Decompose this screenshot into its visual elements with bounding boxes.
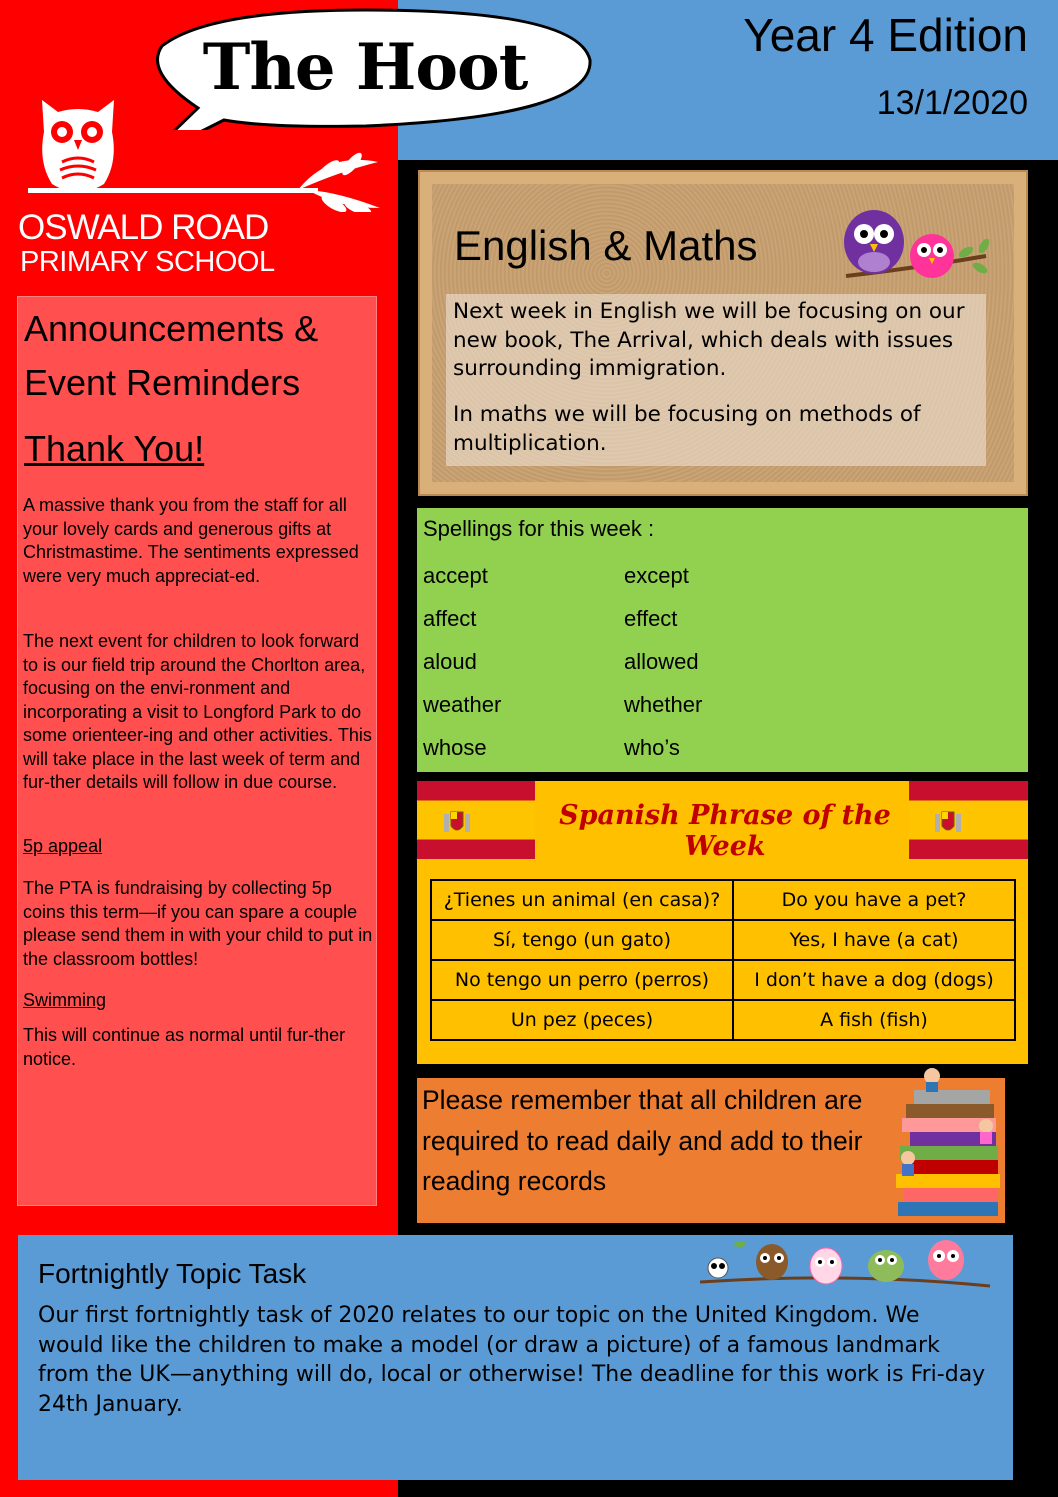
spellings-title: Spellings for this week : <box>423 516 655 541</box>
topic-task-text: Our first fortnightly task of 2020 relates to our topic on the United Kingdom. We would like the children to make a model (or draw a picture) of a famous landmark from the UK—anything will do, local or otherwise! The deadline for this work is Fri-day 24th January. <box>38 1303 986 1417</box>
english-translation: Yes, I have (a cat) <box>733 920 1015 960</box>
english-maths-title: English & Maths <box>454 222 758 269</box>
spelling-word: who’s <box>624 735 680 760</box>
appeal-text: The PTA is fundraising by collecting 5p coins this term—if you can spare a couple please send them in with your child to put in the classroom bottles! <box>23 878 373 969</box>
school-owl-logo-icon <box>28 92 388 212</box>
spanish-flag-left <box>417 781 535 859</box>
school-name-subtitle: PRIMARY SCHOOL <box>20 246 275 278</box>
table-row <box>431 960 1015 1000</box>
announcements-heading: Announcements & Event Reminders <box>24 308 319 403</box>
english-translation: I don’t have a dog (dogs) <box>733 960 1015 1000</box>
book-stack-icon <box>888 1062 1012 1222</box>
coat-of-arms-icon <box>933 808 963 836</box>
appeal-heading: 5p appeal <box>23 836 103 856</box>
spelling-word: accept <box>423 563 488 588</box>
spelling-word: whose <box>423 735 487 760</box>
table-row <box>431 1000 1015 1040</box>
spanish-phrase: No tengo un perro (perros) <box>431 960 733 1000</box>
issue-date: 13/1/2020 <box>876 84 1028 122</box>
spelling-word: affect <box>423 606 477 631</box>
spanish-phrase: ¿Tienes un animal (en casa)? <box>431 880 733 920</box>
spelling-word: allowed <box>624 649 699 674</box>
swimming-text: This will continue as normal until fur-ther notice. <box>23 1025 346 1069</box>
spanish-phrase: Un pez (peces) <box>431 1000 733 1040</box>
thank-you-heading: Thank You! <box>24 428 205 469</box>
spanish-flag-right <box>909 781 1028 859</box>
spanish-title: Spanish Phrase of the Week <box>559 800 891 862</box>
spelling-word: weather <box>423 692 502 717</box>
spelling-word: except <box>624 563 689 588</box>
spelling-word: effect <box>624 606 678 631</box>
owl-row-icon <box>700 1236 1000 1296</box>
spanish-phrase-table <box>430 879 1016 1041</box>
swimming-heading: Swimming <box>23 990 107 1010</box>
owls-on-branch-icon <box>836 198 996 298</box>
school-name: OSWALD ROAD <box>18 208 269 247</box>
spellings-panel <box>417 508 1028 772</box>
newsletter-title: The Hoot <box>202 30 528 105</box>
english-text: Next week in English we will be focusing on our new book, The Arrival, which deals with issues surrounding immigration. <box>453 299 965 381</box>
table-row <box>431 920 1015 960</box>
spanish-phrase: Sí, tengo (un gato) <box>431 920 733 960</box>
english-translation: Do you have a pet? <box>733 880 1015 920</box>
edition-label: Year 4 Edition <box>743 9 1028 61</box>
field-trip-text: The next event for children to look forward to is our field trip around the Chorlton area, focusing on the envi-ronment and incorporating a visit to Longford Park to do some orienteer-ing and other activities. This will take place in the last week of term and fur-ther details will follow in due course. <box>23 631 372 792</box>
maths-text: In maths we will be focusing on methods of multiplication. <box>453 402 921 456</box>
spelling-word: aloud <box>423 649 477 674</box>
english-translation: A fish (fish) <box>733 1000 1015 1040</box>
table-row <box>431 880 1015 920</box>
topic-task-title: Fortnightly Topic Task <box>38 1258 307 1289</box>
reading-reminder-text: Please remember that all children are required to read daily and add to their reading records <box>422 1085 863 1196</box>
thank-you-text: A massive thank you from the staff for all your lovely cards and generous gifts at Christmastime. The sentiments expressed were very much appreciat-ed. <box>23 495 359 586</box>
spelling-word: whether <box>624 692 703 717</box>
coat-of-arms-icon <box>442 808 472 836</box>
